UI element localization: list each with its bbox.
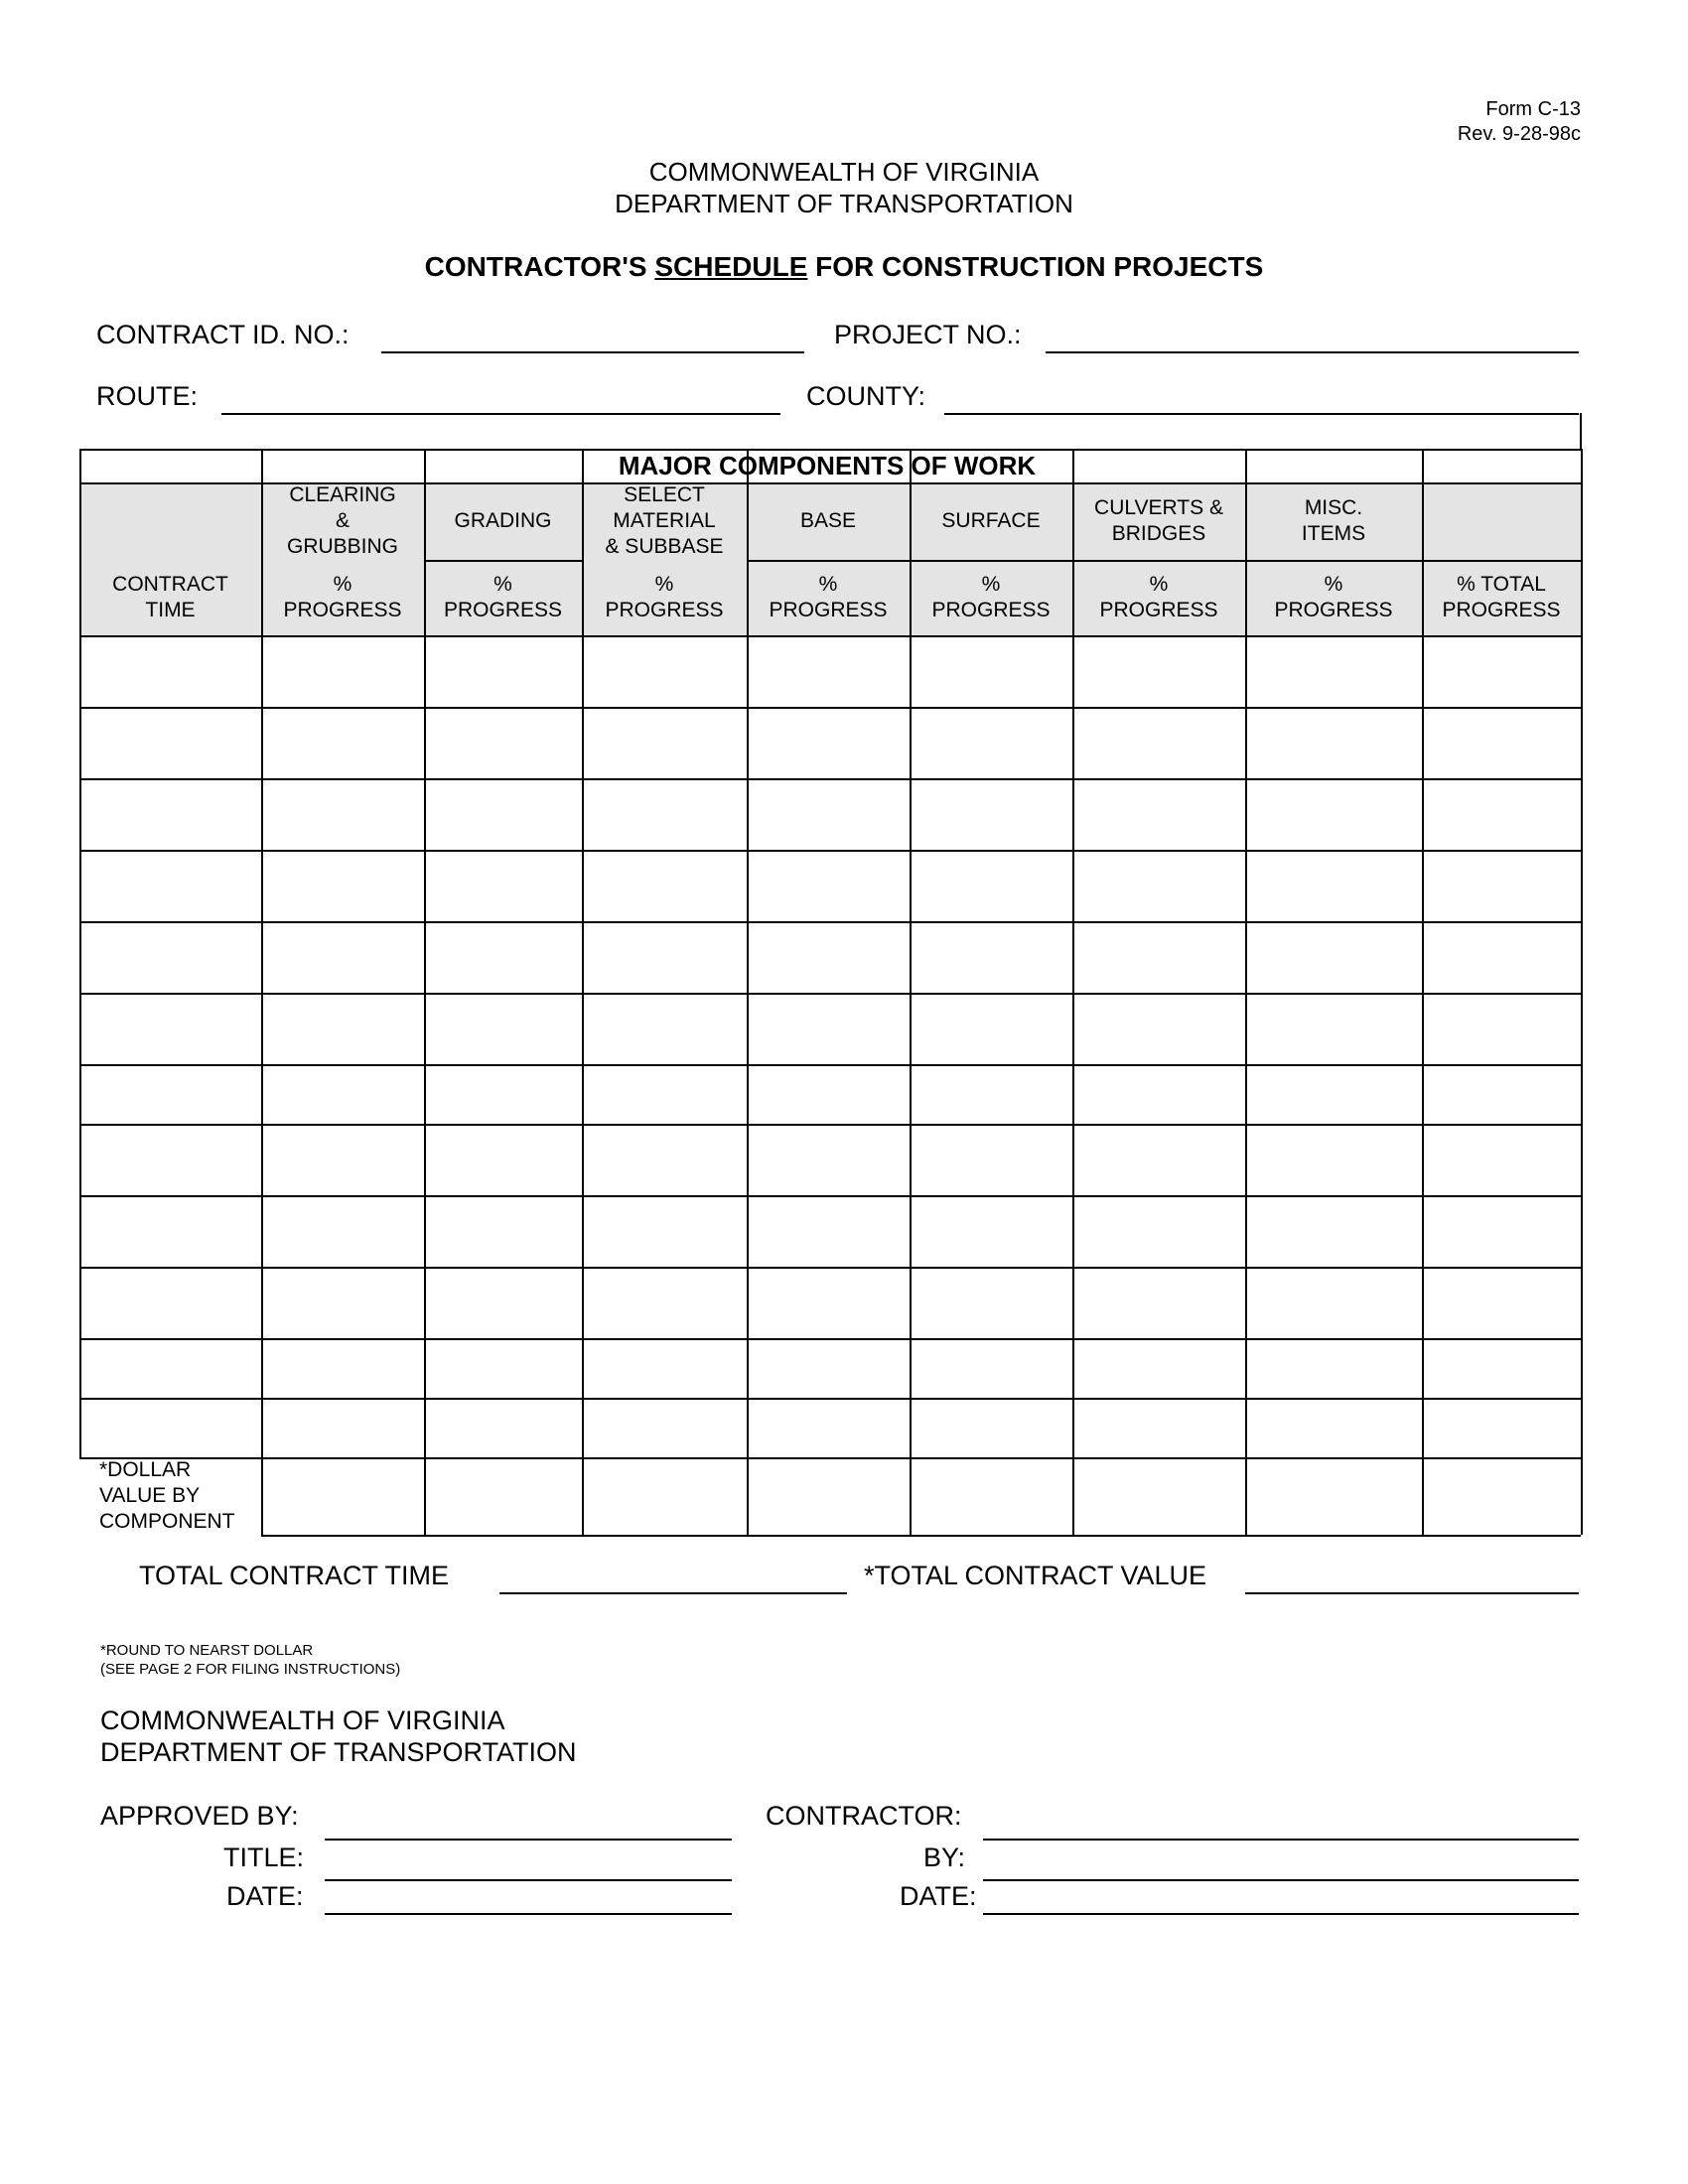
- schedule-cell[interactable]: [582, 921, 747, 993]
- schedule-cell[interactable]: [261, 1124, 424, 1195]
- progress-header-0-text: CONTRACT TIME: [112, 573, 228, 621]
- schedule-cell[interactable]: [424, 1124, 582, 1195]
- component-header-2: [424, 482, 582, 560]
- title-underlined: SCHEDULE: [654, 251, 808, 282]
- schedule-cell[interactable]: [582, 1398, 747, 1457]
- schedule-cell[interactable]: [1072, 707, 1245, 778]
- progress-header-1: [261, 560, 424, 635]
- date-label: DATE:: [226, 1881, 304, 1911]
- dollar-value-cell[interactable]: [747, 1457, 910, 1535]
- schedule-cell[interactable]: [261, 1398, 424, 1457]
- table-hline: [79, 1195, 1581, 1197]
- table-vline: [747, 449, 749, 1535]
- schedule-cell[interactable]: [747, 850, 910, 921]
- table-vline: [261, 449, 263, 1535]
- schedule-cell[interactable]: [1072, 1064, 1245, 1124]
- table-hline: [79, 1338, 1581, 1340]
- schedule-cell[interactable]: [1245, 1064, 1422, 1124]
- schedule-cell[interactable]: [1422, 921, 1581, 993]
- progress-header-6: [1072, 560, 1245, 635]
- schedule-cell[interactable]: [79, 921, 261, 993]
- filing-note: (SEE PAGE 2 FOR FILING INSTRUCTIONS): [100, 1661, 401, 1678]
- schedule-cell[interactable]: [747, 1064, 910, 1124]
- component-header-4-text: BASE: [799, 509, 857, 532]
- approved-by-field[interactable]: [325, 1839, 732, 1841]
- progress-header-5-text: % PROGRESS: [931, 573, 1051, 621]
- component-header-5-text: SURFACE: [941, 509, 1041, 532]
- contractor-field[interactable]: [983, 1839, 1579, 1841]
- schedule-cell[interactable]: [79, 1195, 261, 1267]
- table-hline: [79, 1064, 1581, 1066]
- date-field[interactable]: [325, 1913, 732, 1915]
- schedule-cell[interactable]: [747, 707, 910, 778]
- schedule-cell[interactable]: [424, 1398, 582, 1457]
- schedule-cell[interactable]: [1245, 993, 1422, 1064]
- schedule-cell[interactable]: [1072, 635, 1245, 707]
- title-field[interactable]: [325, 1879, 732, 1881]
- table-hline: [79, 850, 1581, 852]
- schedule-cell[interactable]: [1072, 1267, 1245, 1338]
- table-vline: [1581, 449, 1583, 1535]
- total-contract-time-field[interactable]: [499, 1592, 847, 1594]
- schedule-cell[interactable]: [79, 1338, 261, 1398]
- schedule-cell[interactable]: [424, 993, 582, 1064]
- agency-header: [0, 156, 1688, 219]
- table-hline: [79, 993, 1581, 995]
- schedule-cell[interactable]: [1245, 1195, 1422, 1267]
- schedule-cell[interactable]: [910, 1267, 1072, 1338]
- schedule-cell[interactable]: [910, 1124, 1072, 1195]
- county-field[interactable]: [944, 413, 1579, 415]
- schedule-cell[interactable]: [910, 1398, 1072, 1457]
- table-hline: [79, 1457, 1581, 1459]
- schedule-cell[interactable]: [261, 778, 424, 850]
- component-header-2-text: GRADING: [454, 509, 552, 532]
- schedule-cell[interactable]: [261, 635, 424, 707]
- progress-header-8-text: % TOTAL PROGRESS: [1442, 573, 1561, 621]
- component-header-7-text: MISC. ITEMS: [1301, 496, 1366, 545]
- schedule-cell[interactable]: [1072, 993, 1245, 1064]
- schedule-cell[interactable]: [79, 778, 261, 850]
- table-hline: [79, 1124, 1581, 1126]
- progress-header-8: [1422, 560, 1581, 635]
- by-label: BY:: [923, 1843, 966, 1872]
- schedule-cell[interactable]: [424, 778, 582, 850]
- notes: [100, 1641, 400, 1679]
- progress-header-7-text: % PROGRESS: [1274, 573, 1393, 621]
- field-edge-line: [1580, 413, 1582, 449]
- table-hline: [79, 921, 1581, 923]
- schedule-cell[interactable]: [910, 993, 1072, 1064]
- dollar-value-label: [79, 1457, 261, 1535]
- schedule-cell[interactable]: [424, 1338, 582, 1398]
- schedule-cell[interactable]: [747, 993, 910, 1064]
- schedule-cell[interactable]: [910, 921, 1072, 993]
- progress-header-7: [1245, 560, 1422, 635]
- schedule-cell[interactable]: [261, 1064, 424, 1124]
- schedule-cell[interactable]: [1072, 921, 1245, 993]
- schedule-cell[interactable]: [261, 1195, 424, 1267]
- schedule-cell[interactable]: [1245, 635, 1422, 707]
- schedule-cell[interactable]: [1245, 778, 1422, 850]
- component-header-5: [910, 482, 1072, 560]
- contractor-label: CONTRACTOR:: [766, 1801, 962, 1831]
- project-no-label: PROJECT NO.:: [834, 320, 1022, 349]
- table-hline: [79, 635, 1581, 637]
- component-header-3-text: SELECT MATERIAL & SUBBASE: [605, 483, 724, 558]
- table-vline: [1245, 449, 1247, 1535]
- table-hline: [79, 707, 1581, 709]
- contractor-date-label: DATE:: [900, 1881, 977, 1911]
- schedule-cell[interactable]: [1245, 850, 1422, 921]
- title-part2: FOR CONSTRUCTION PROJECTS: [807, 251, 1264, 282]
- schedule-cell[interactable]: [747, 921, 910, 993]
- schedule-cell[interactable]: [910, 850, 1072, 921]
- schedule-cell[interactable]: [1072, 1124, 1245, 1195]
- dollar-value-label-text: *DOLLAR VALUE BY COMPONENT: [99, 1458, 235, 1533]
- progress-header-3: [582, 560, 747, 635]
- schedule-cell[interactable]: [582, 850, 747, 921]
- schedule-cell[interactable]: [747, 1267, 910, 1338]
- round-note: *ROUND TO NEARST DOLLAR: [100, 1642, 314, 1659]
- schedule-cell[interactable]: [1422, 993, 1581, 1064]
- schedule-cell[interactable]: [582, 993, 747, 1064]
- schedule-cell[interactable]: [910, 1338, 1072, 1398]
- contract-id-label: CONTRACT ID. NO.:: [96, 320, 350, 349]
- schedule-cell[interactable]: [910, 1195, 1072, 1267]
- schedule-cell[interactable]: [582, 778, 747, 850]
- schedule-cell[interactable]: [261, 850, 424, 921]
- form-number: Form C-13: [1485, 98, 1581, 120]
- component-header-6-text: CULVERTS & BRIDGES: [1094, 496, 1223, 545]
- schedule-cell[interactable]: [1245, 1338, 1422, 1398]
- schedule-cell[interactable]: [1072, 850, 1245, 921]
- agency-line1: COMMONWEALTH OF VIRGINIA: [648, 157, 1040, 187]
- schedule-cell[interactable]: [1245, 1267, 1422, 1338]
- schedule-cell[interactable]: [910, 635, 1072, 707]
- dollar-value-cell[interactable]: [1072, 1457, 1245, 1535]
- schedule-cell[interactable]: [424, 1267, 582, 1338]
- table-vline: [79, 449, 81, 1457]
- total-contract-time-label: TOTAL CONTRACT TIME: [139, 1561, 450, 1590]
- schedule-cell[interactable]: [1422, 1338, 1581, 1398]
- schedule-cell[interactable]: [747, 1338, 910, 1398]
- schedule-cell[interactable]: [1072, 1398, 1245, 1457]
- total-contract-value-label: *TOTAL CONTRACT VALUE: [864, 1561, 1207, 1590]
- schedule-cell[interactable]: [79, 993, 261, 1064]
- schedule-cell[interactable]: [1422, 1124, 1581, 1195]
- schedule-cell[interactable]: [582, 1195, 747, 1267]
- route-label: ROUTE:: [96, 381, 199, 411]
- dollar-value-cell[interactable]: [424, 1457, 582, 1535]
- progress-header-2: [424, 560, 582, 635]
- contractor-date-field[interactable]: [983, 1913, 1579, 1915]
- schedule-cell[interactable]: [582, 1064, 747, 1124]
- approval-agency: [100, 1705, 577, 1768]
- schedule-cell[interactable]: [1422, 1064, 1581, 1124]
- schedule-cell[interactable]: [424, 921, 582, 993]
- schedule-cell[interactable]: [261, 1267, 424, 1338]
- project-no-field[interactable]: [1046, 351, 1579, 353]
- schedule-cell[interactable]: [747, 1195, 910, 1267]
- table-hline: [424, 560, 582, 562]
- table-hline: [79, 482, 1581, 484]
- schedule-cell[interactable]: [747, 635, 910, 707]
- schedule-cell[interactable]: [424, 707, 582, 778]
- schedule-cell[interactable]: [582, 1124, 747, 1195]
- form-identifier: [1458, 97, 1581, 147]
- title-part1: CONTRACTOR'S: [424, 251, 655, 282]
- schedule-cell[interactable]: [1245, 707, 1422, 778]
- table-hline: [79, 778, 1581, 780]
- schedule-cell[interactable]: [1422, 707, 1581, 778]
- schedule-cell[interactable]: [582, 1338, 747, 1398]
- schedule-cell[interactable]: [424, 1064, 582, 1124]
- schedule-cell[interactable]: [79, 850, 261, 921]
- schedule-cell[interactable]: [582, 707, 747, 778]
- schedule-cell[interactable]: [910, 1064, 1072, 1124]
- progress-header-6-text: % PROGRESS: [1099, 573, 1218, 621]
- progress-header-3-text: % PROGRESS: [605, 573, 724, 621]
- schedule-cell[interactable]: [261, 921, 424, 993]
- component-header-6: [1072, 482, 1245, 560]
- schedule-cell[interactable]: [79, 1124, 261, 1195]
- by-field[interactable]: [983, 1879, 1579, 1881]
- approval-agency-line1: COMMONWEALTH OF VIRGINIA: [100, 1706, 505, 1735]
- schedule-cell[interactable]: [261, 1338, 424, 1398]
- schedule-cell[interactable]: [910, 778, 1072, 850]
- schedule-cell[interactable]: [1245, 921, 1422, 993]
- title-label: TITLE:: [223, 1843, 305, 1872]
- schedule-cell[interactable]: [261, 993, 424, 1064]
- major-components-heading: [582, 449, 1072, 482]
- progress-header-2-text: % PROGRESS: [443, 573, 563, 621]
- table-vline: [424, 449, 426, 1535]
- component-header-7: [1245, 482, 1422, 560]
- dollar-value-cell[interactable]: [582, 1457, 747, 1535]
- schedule-cell[interactable]: [424, 635, 582, 707]
- table-vline: [582, 449, 584, 1535]
- schedule-cell[interactable]: [79, 1064, 261, 1124]
- schedule-cell[interactable]: [79, 707, 261, 778]
- progress-header-1-text: % PROGRESS: [283, 573, 402, 621]
- schedule-cell[interactable]: [1072, 778, 1245, 850]
- schedule-cell[interactable]: [582, 1267, 747, 1338]
- schedule-cell[interactable]: [1422, 1398, 1581, 1457]
- schedule-cell[interactable]: [1245, 1398, 1422, 1457]
- schedule-cell[interactable]: [79, 635, 261, 707]
- schedule-cell[interactable]: [1422, 1195, 1581, 1267]
- schedule-cell[interactable]: [747, 1124, 910, 1195]
- county-label: COUNTY:: [806, 381, 926, 411]
- dollar-value-cell[interactable]: [1422, 1457, 1581, 1535]
- progress-header-4-text: % PROGRESS: [769, 573, 888, 621]
- schedule-cell[interactable]: [582, 635, 747, 707]
- schedule-cell[interactable]: [79, 1267, 261, 1338]
- total-contract-value-field[interactable]: [1245, 1592, 1579, 1594]
- schedule-cell[interactable]: [79, 1398, 261, 1457]
- approval-agency-line2: DEPARTMENT OF TRANSPORTATION: [100, 1737, 577, 1767]
- approved-by-label: APPROVED BY:: [100, 1801, 299, 1831]
- table-hline: [261, 1535, 1581, 1537]
- schedule-table: [79, 449, 1581, 1531]
- schedule-cell[interactable]: [1072, 1195, 1245, 1267]
- schedule-cell[interactable]: [1422, 778, 1581, 850]
- component-header-1-text: CLEARING & GRUBBING: [286, 483, 398, 558]
- schedule-cell[interactable]: [1072, 1338, 1245, 1398]
- dollar-value-cell[interactable]: [910, 1457, 1072, 1535]
- agency-line2: DEPARTMENT OF TRANSPORTATION: [615, 189, 1073, 218]
- schedule-cell[interactable]: [747, 1398, 910, 1457]
- schedule-cell[interactable]: [424, 850, 582, 921]
- dollar-value-cell[interactable]: [261, 1457, 424, 1535]
- progress-header-4: [747, 560, 910, 635]
- schedule-cell[interactable]: [910, 707, 1072, 778]
- contract-id-field[interactable]: [381, 351, 804, 353]
- component-header-4: [747, 482, 910, 560]
- schedule-cell[interactable]: [1422, 850, 1581, 921]
- component-header-1: [261, 482, 424, 560]
- table-vline: [1422, 449, 1424, 1535]
- table-hline: [79, 449, 1581, 451]
- progress-header-0: [79, 560, 261, 635]
- major-components-heading-text: MAJOR COMPONENTS OF WORK: [618, 451, 1037, 480]
- table-hline: [747, 560, 1581, 562]
- document-title: [0, 251, 1688, 283]
- component-header-3: [582, 482, 747, 560]
- component-header-8: [1422, 482, 1581, 560]
- schedule-cell[interactable]: [261, 707, 424, 778]
- table-vline: [910, 449, 912, 1535]
- form-revision: Rev. 9-28-98c: [1457, 123, 1581, 145]
- schedule-cell[interactable]: [1422, 635, 1581, 707]
- schedule-cell[interactable]: [747, 778, 910, 850]
- route-field[interactable]: [221, 413, 780, 415]
- table-vline: [1072, 449, 1074, 1535]
- schedule-cell[interactable]: [1422, 1267, 1581, 1338]
- progress-header-5: [910, 560, 1072, 635]
- table-hline: [79, 1398, 1581, 1400]
- dollar-value-cell[interactable]: [1245, 1457, 1422, 1535]
- schedule-cell[interactable]: [424, 1195, 582, 1267]
- schedule-cell[interactable]: [1245, 1124, 1422, 1195]
- table-hline: [79, 1267, 1581, 1269]
